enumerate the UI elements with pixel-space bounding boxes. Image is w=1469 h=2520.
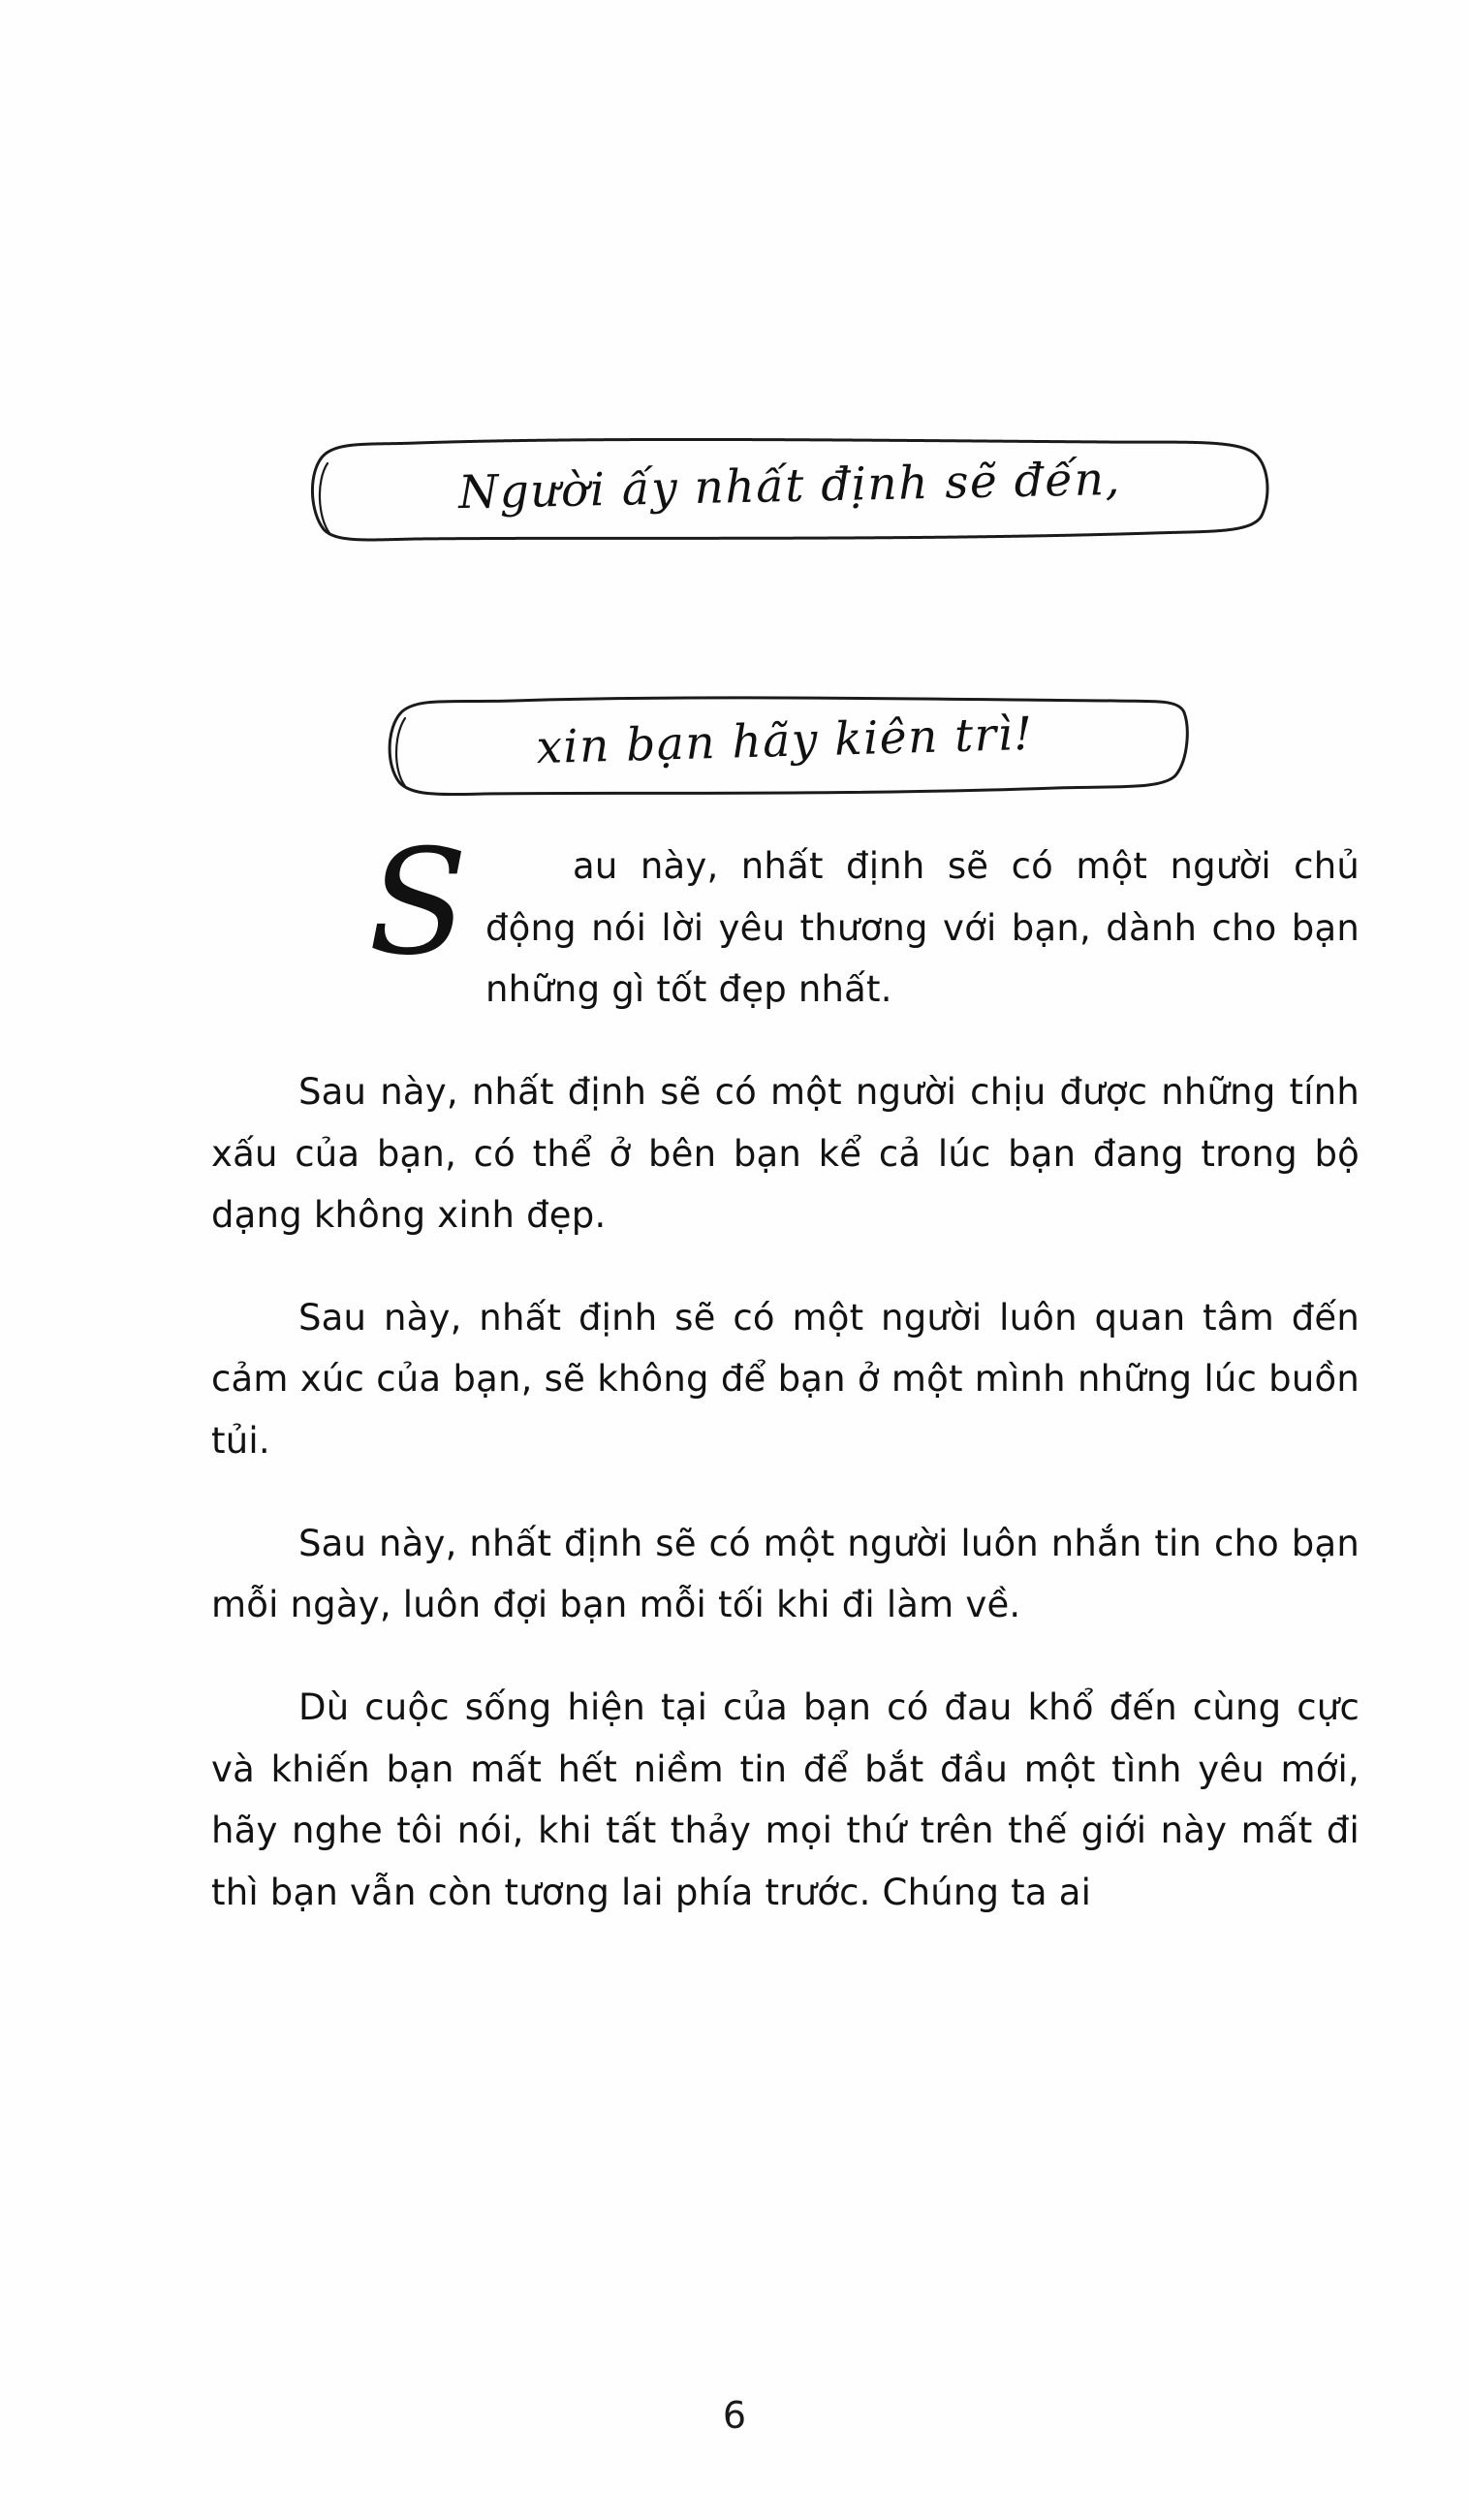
paragraph-1 [211, 819, 1360, 1021]
paragraph-3: Sau này, nhất định sẽ có một người luôn quan tâm đến cảm xúc của bạn, sẽ không để bạn ở một mình những lúc buồn tủi. [211, 1296, 1360, 1462]
title-block [291, 436, 1308, 775]
page-number: 6 [722, 2394, 747, 2437]
paragraph-4: Sau này, nhất định sẽ có một người luôn nhắn tin cho bạn mỗi ngày, luôn đợi bạn mỗi tối khi đi làm về. [211, 1522, 1360, 1626]
title-frame-line-2 [378, 693, 1192, 804]
paragraph-1-text: au này, nhất định sẽ có một người chủ động nói lời yêu thương với bạn, dành cho bạn những gì tốt đẹp nhất. [484, 845, 1360, 1011]
paragraph-2: Sau này, nhất định sẽ có một người chịu được những tính xấu của bạn, có thể ở bên bạn kể cả lúc bạn đang trong bộ dạng không xinh đẹp. [211, 1070, 1360, 1237]
title-frame-line-1 [300, 436, 1279, 548]
drop-cap: S [368, 819, 468, 988]
title-line-2-text: xin bạn hãy kiên trì! [535, 707, 1035, 775]
paragraph-5: Dù cuộc sống hiện tại của bạn có đau khổ đến cùng cực và khiến bạn mất hết niềm tin để bắt đầu một tình yêu mới, hãy nghe tôi nói, khi tất thảy mọi thứ trên thế giới này mất đi thì bạn vẫn còn tương lai phía trước. Chúng ta ai [211, 1685, 1360, 1913]
title-line-1-text: Người ấy nhất định sẽ đến, [457, 452, 1122, 520]
body-text [211, 819, 1360, 1923]
